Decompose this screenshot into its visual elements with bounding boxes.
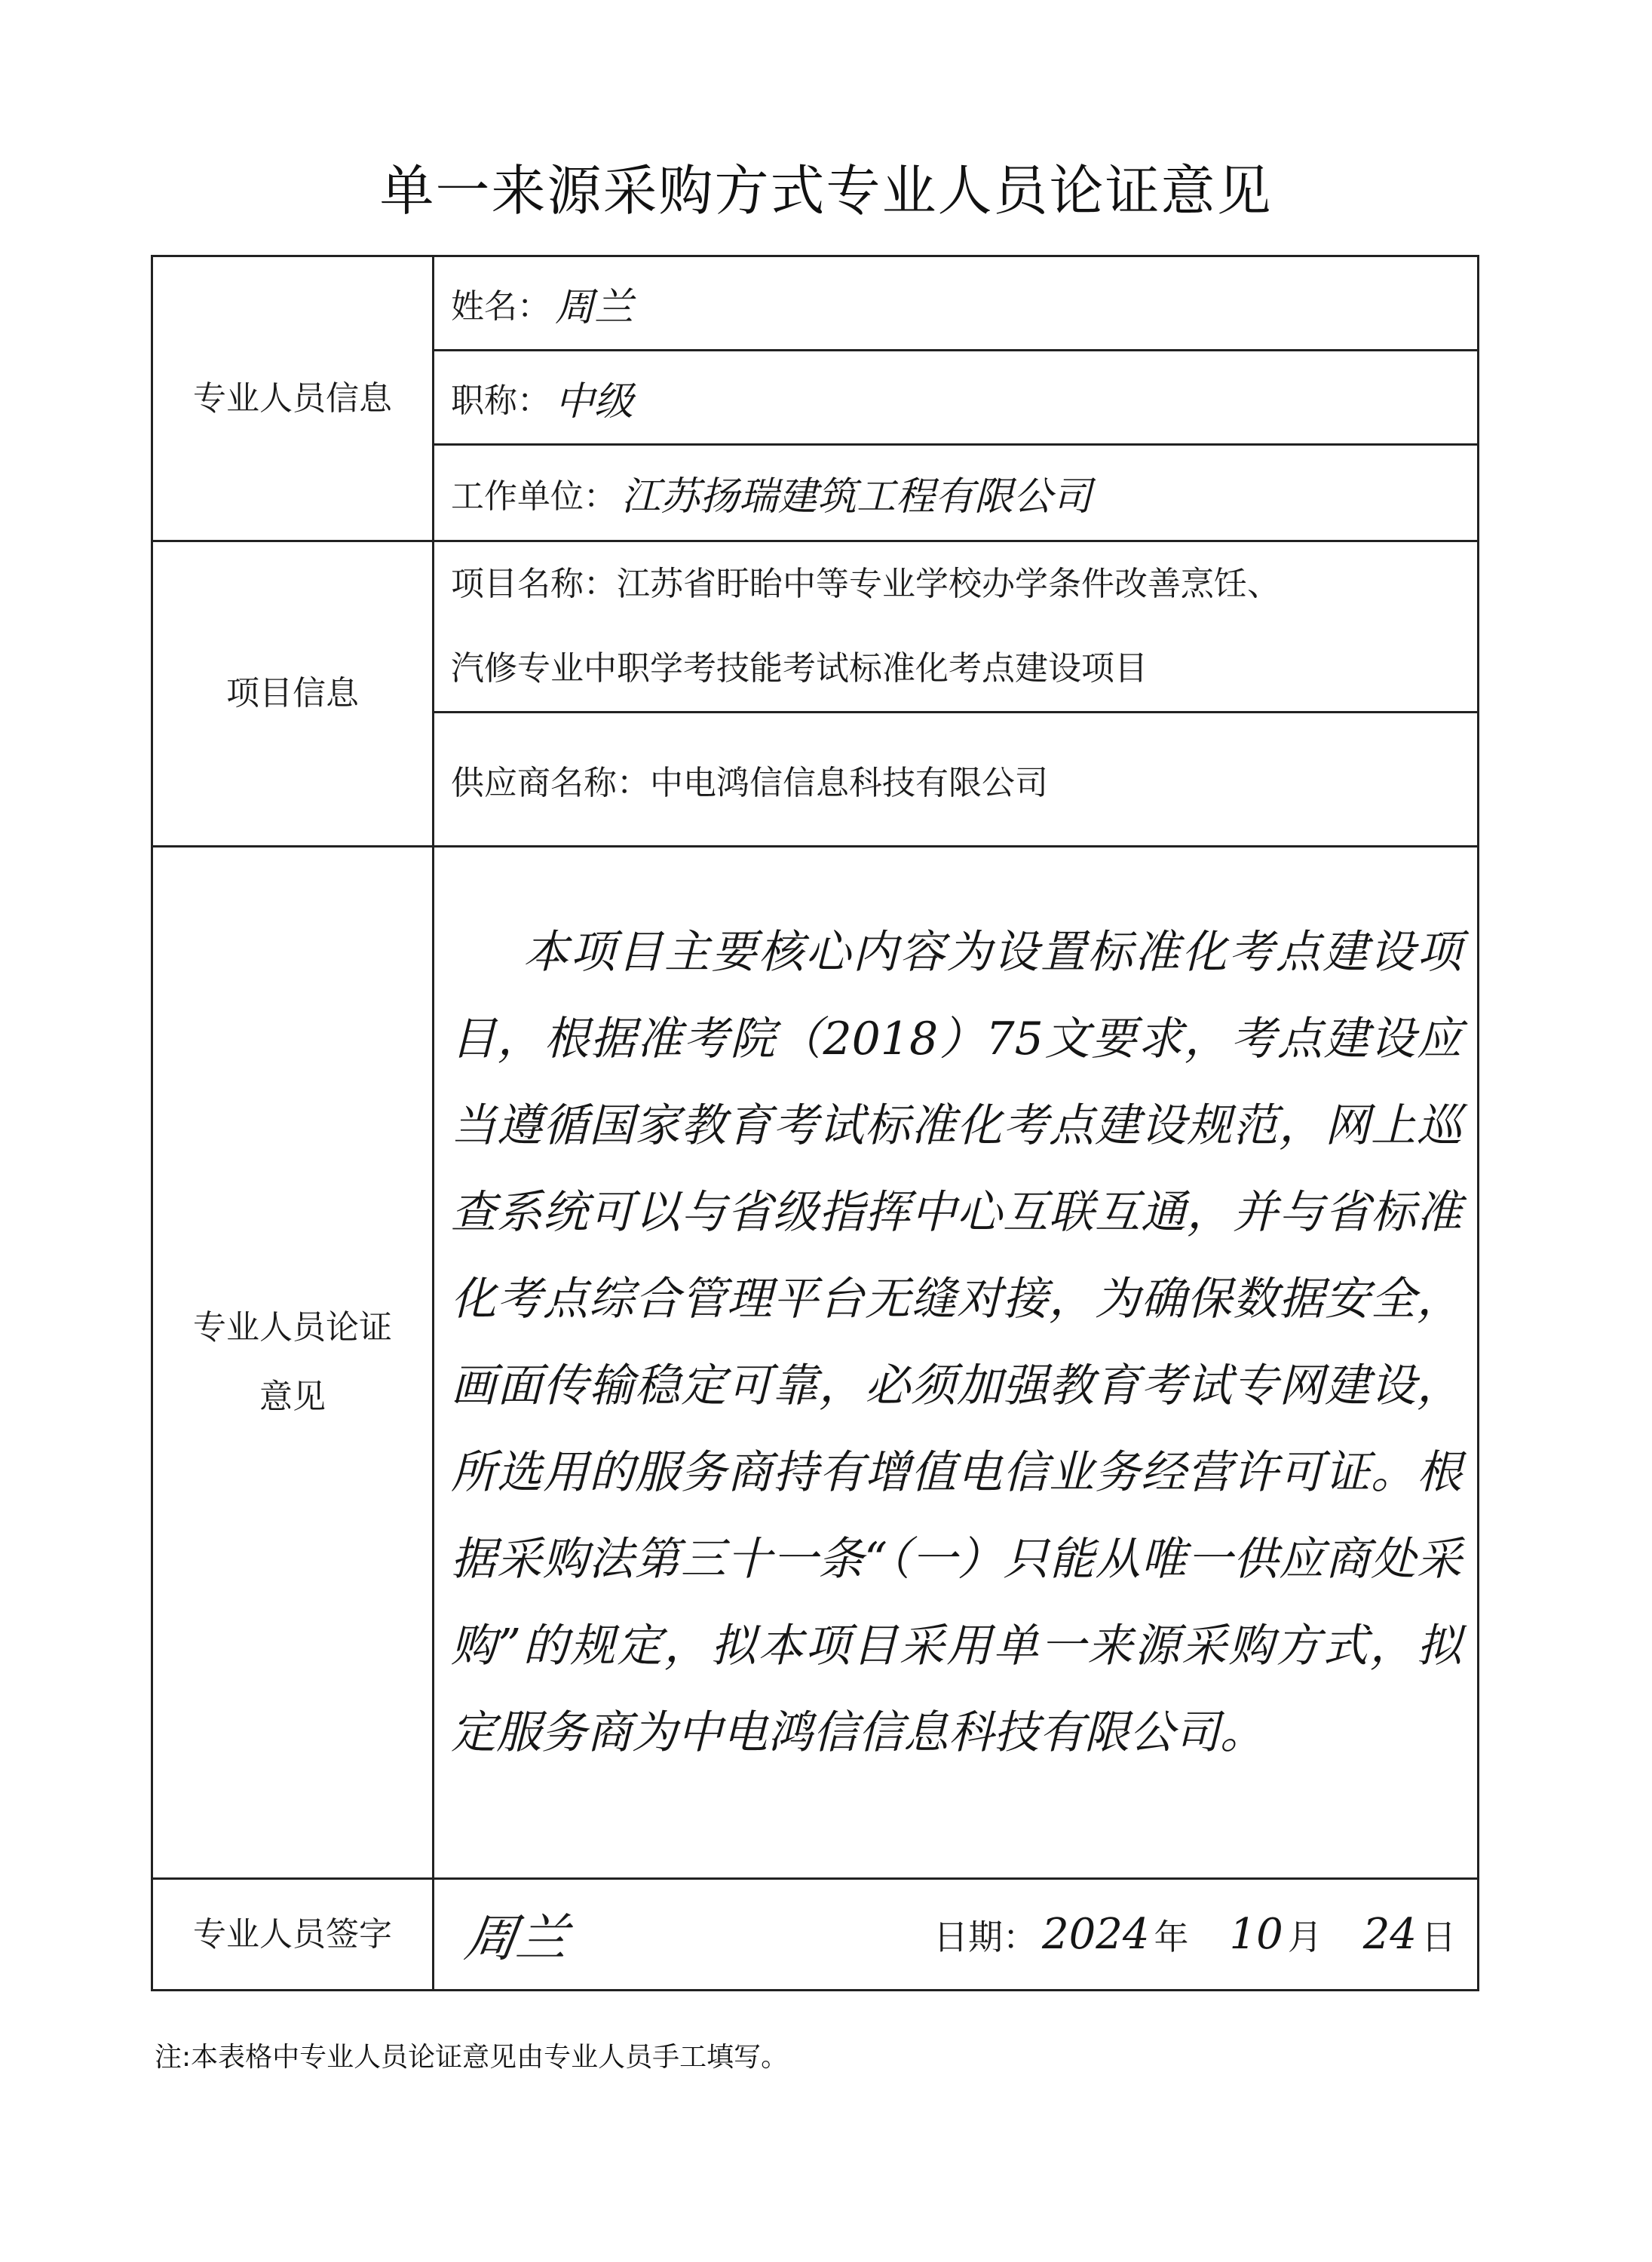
- opinion-label-line1: 专业人员论证: [193, 1308, 392, 1347]
- title-label: 职称：: [451, 382, 550, 420]
- opinion-text: 本项目主要核心内容为设置标准化考点建设项目，根据准考院（2018）75文要求，考点建设应当遵循国家教育考试标准化考点建设规范，网上巡查系统可以与省级指挥中心互联互通，并与省标准化考点综合管理平台无缝对接，为确保数据安全，画面传输稳定可靠，必须加强教育考试专网建设，所选用的服务商持有增值电信业务经营许可证。根据采购法第三十一条“（一）只能从唯一供应商处采购”的规定，拟本项目采用单一来源采购方式，拟定服务商为中电鸿信信息科技有限公司。: [451, 926, 1462, 1759]
- project-name-row: [152, 541, 1479, 713]
- project-name-line1: 江苏省盱眙中等专业学校办学条件改善烹饪、: [617, 565, 1280, 603]
- employer-value: 江苏扬瑞建筑工程有限公司: [621, 474, 1093, 520]
- argument-form-table: [151, 255, 1479, 1991]
- name-value: 周兰: [555, 284, 634, 330]
- signature-handwriting: 周兰: [461, 1909, 572, 1969]
- expert-info-label: 专业人员信息: [152, 256, 434, 541]
- opinion-row: [152, 847, 1479, 1879]
- opinion-label-line2: 意见: [259, 1378, 326, 1416]
- name-row: [152, 256, 1479, 351]
- signature-label: 专业人员签字: [152, 1879, 434, 1991]
- opinion-label: [152, 847, 434, 1879]
- title-value: 中级: [555, 379, 634, 425]
- project-name-line2: 汽修专业中职学考技能考试标准化考点建设项目: [451, 649, 1148, 688]
- date-day-unit: 日: [1421, 1916, 1456, 1957]
- signature-cell: [434, 1879, 1479, 1991]
- date-day: 24: [1362, 1910, 1417, 1959]
- project-info-label: 项目信息: [152, 541, 434, 847]
- date-label: 日期：: [933, 1916, 1037, 1957]
- employer-cell: [434, 445, 1479, 541]
- name-cell: [434, 256, 1479, 351]
- name-label: 姓名：: [451, 287, 550, 326]
- project-name-cell: [434, 541, 1479, 713]
- opinion-cell: [434, 847, 1479, 1879]
- supplier-cell: [434, 713, 1479, 847]
- date-month-unit: 月: [1287, 1916, 1323, 1957]
- date-year: 2024: [1041, 1910, 1150, 1959]
- supplier-value: 中电鸿信信息科技有限公司: [650, 763, 1048, 802]
- date-month: 10: [1229, 1910, 1283, 1959]
- employer-label: 工作单位：: [451, 477, 617, 516]
- date-group: [933, 1910, 1456, 1960]
- signature-row: [152, 1879, 1479, 1991]
- title-cell: [434, 351, 1479, 445]
- footnote: 注:本表格中专业人员论证意见由专业人员手工填写。: [155, 2042, 789, 2073]
- document-title: 单一来源采购方式专业人员论证意见: [379, 159, 1273, 222]
- project-name-label: 项目名称：: [451, 565, 617, 603]
- date-year-unit: 年: [1154, 1916, 1189, 1957]
- supplier-label: 供应商名称：: [451, 763, 650, 802]
